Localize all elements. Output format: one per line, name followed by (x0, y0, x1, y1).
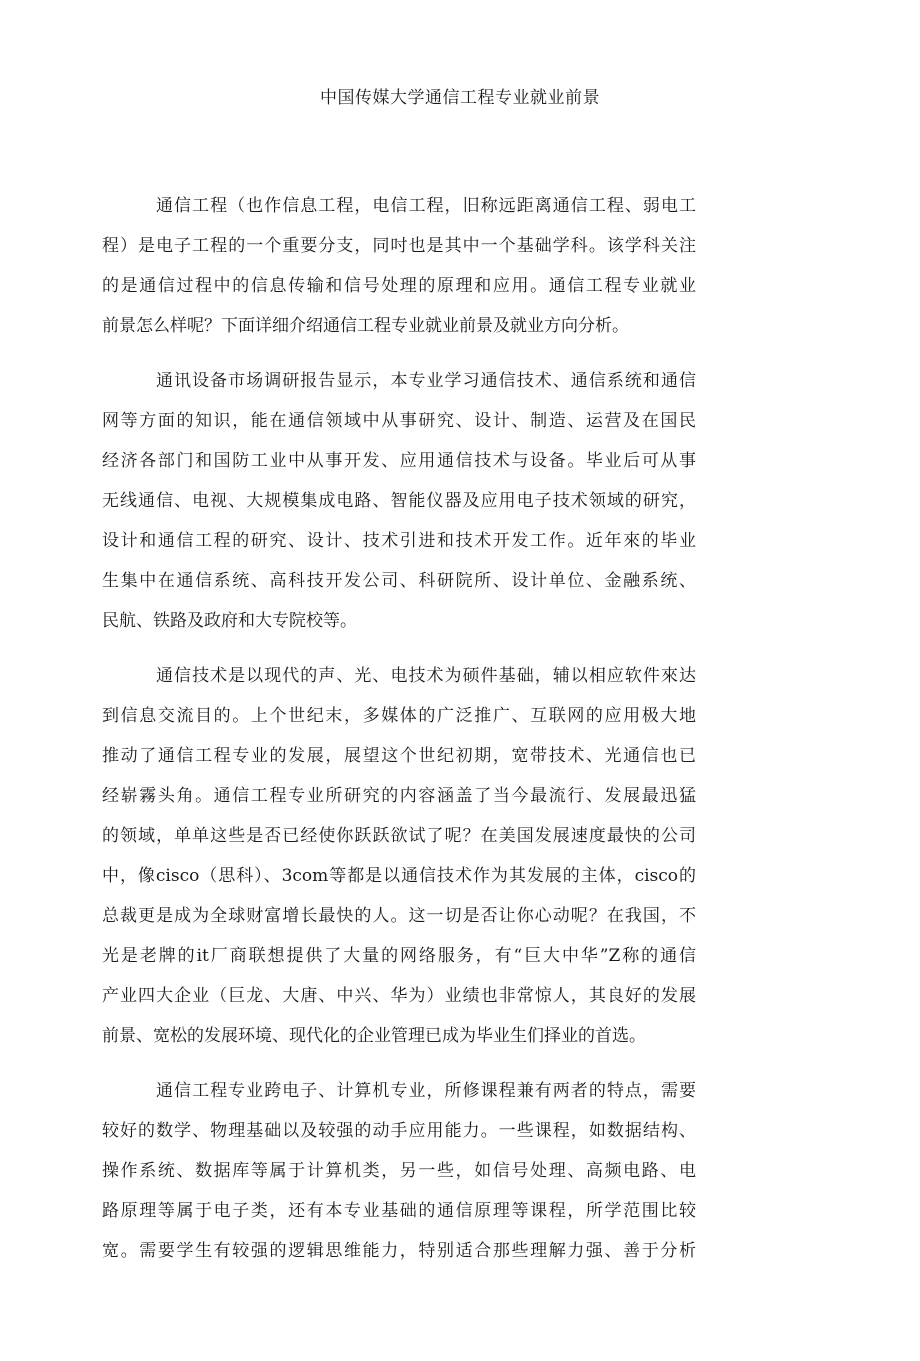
paragraph-line: 通信工程（也作信息工程，电信工程，旧称远距离通信工程、弱电工 (156, 196, 696, 216)
paragraph-line: 光是老牌的it厂商联想提供了大量的网络服务，有“巨大中华”Z称的通信 (102, 946, 696, 966)
paragraph-2 (102, 361, 696, 641)
paragraph-gap (102, 346, 696, 361)
paragraph-line: 前景怎么样呢？下面详细介绍通信工程专业就业前景及就业方向分析。 (102, 316, 629, 336)
paragraph-line: 经济各部门和国防工业中从事开发、应用通信技术与设备。毕业后可从事 (102, 451, 696, 471)
paragraph-line: 无线通信、电视、大规模集成电路、智能仪器及应用电子技术领域的研究， (102, 491, 696, 511)
paragraph-gap (102, 1056, 696, 1071)
paragraph-line: 程）是电子工程的一个重要分支，同吋也是其中一个基础学科。该学科关注 (102, 236, 696, 256)
paragraph-line: 总裁更是成为全球财富增长最快的人。这一切是否让你心动呢？在我国，不 (102, 906, 696, 926)
paragraph-line: 通讯设备市场调研报告显示，本专业学习通信技术、通信系统和通信 (156, 371, 696, 391)
paragraph-line: 宽。需要学生有较强的逻辑思维能力，特别适合那些理解力强、善于分析 (102, 1241, 696, 1261)
paragraph-line: 设计和通信工程的研究、设计、技术引进和技术开发工作。近年來的毕业 (102, 531, 696, 551)
paragraph-line: 民航、铁路及政府和大专院校等。 (102, 611, 357, 631)
paragraph-line: 中，像cisco（思科）、3com等都是以通信技术作为其发展的主体，cisco的 (102, 866, 696, 886)
paragraph-4 (102, 1071, 696, 1271)
paragraph-line: 产业四大企业（巨龙、大唐、中兴、华为）业绩也非常惊人，其良好的发展 (102, 986, 696, 1006)
paragraph-line: 通信技术是以现代的声、光、电技术为硕件基础，辅以相应软件來达 (156, 666, 696, 686)
paragraph-3 (102, 656, 696, 1056)
paragraph-line: 路原理等属于电子类，还有本专业基础的通信原理等课程，所学范围比较 (102, 1201, 696, 1221)
document-body (102, 186, 696, 1271)
paragraph-gap (102, 641, 696, 656)
paragraph-line: 到信息交流目的。上个世纪末，多媒体的广泛推广、互联网的应用极大地 (102, 706, 696, 726)
document-title: 中国传媒大学通信工程专业就业前景 (320, 88, 600, 108)
paragraph-line: 较好的数学、物理基础以及较强的动手应用能力。一些课程，如数据结构、 (102, 1121, 696, 1141)
paragraph-line: 的领域，单单这些是否已经使你跃跃欲试了呢？在美国发展速度最快的公司 (102, 826, 696, 846)
paragraph-line: 推动了通信工程专业的发展，展望这个世纪初期，宽带技术、光通信也已 (102, 746, 696, 766)
paragraph-line: 生集中在通信系统、高科技开发公司、科研院所、设计单位、金融系统、 (102, 571, 696, 591)
paragraph-line: 前景、宽松的发展环境、现代化的企业管理已成为毕业生们择业的首选。 (102, 1026, 646, 1046)
paragraph-line: 的是通信过程中的信息传输和信号处理的原理和应用。通信工程专业就业 (102, 276, 696, 296)
paragraph-1 (102, 186, 696, 346)
paragraph-line: 经崭霧头角。通信工程专业所研究的内容涵盖了当今最流行、发展最迅猛 (102, 786, 696, 806)
paragraph-line: 操作系统、数据库等属于计算机类，另一些，如信号处理、高频电路、电 (102, 1161, 696, 1181)
paragraph-line: 网等方面的知识，能在通信领域中从事研究、设计、制造、运营及在国民 (102, 411, 696, 431)
paragraph-line: 通信工程专业跨电子、计算机专业，所修课程兼有两者的特点，需要 (156, 1081, 696, 1101)
